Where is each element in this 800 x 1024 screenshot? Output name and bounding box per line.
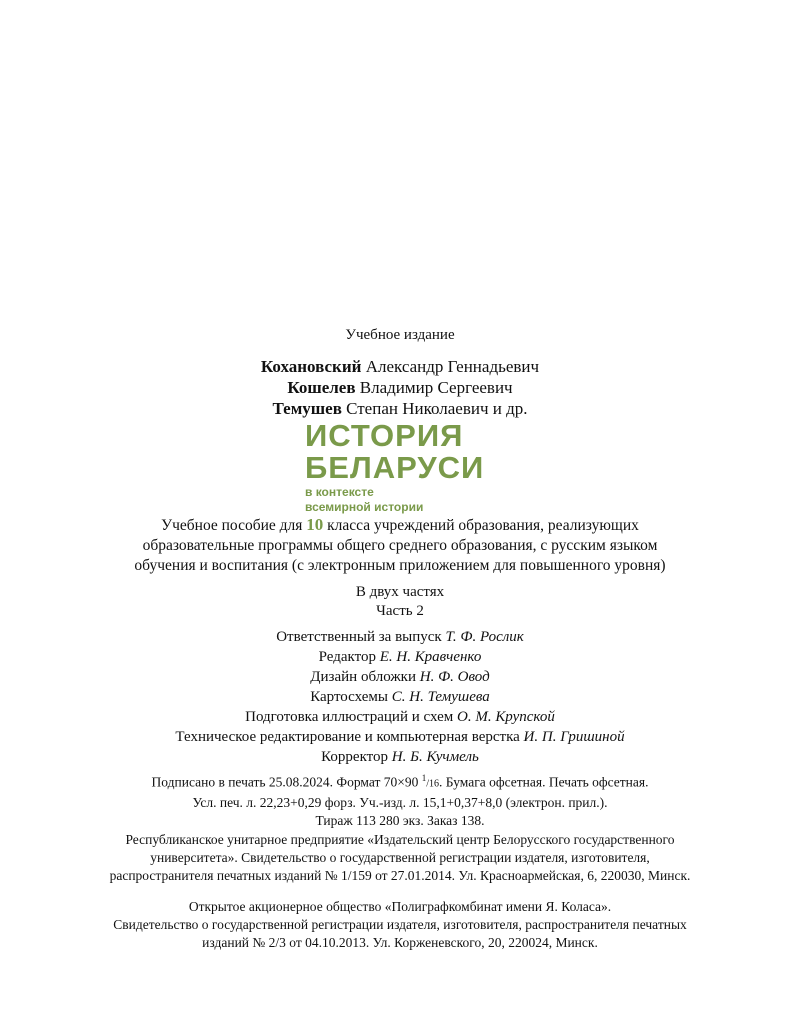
author-name: Степан Николаевич xyxy=(346,399,489,418)
parts-info xyxy=(0,583,800,621)
credit-name: И. П. Гришиной xyxy=(523,729,625,745)
credit-role: Подготовка иллюстраций и схем xyxy=(245,709,454,725)
printer-line-2: Свидетельство о государственной регистрации издателя, изготовителя, распространителя печатных xyxy=(113,917,687,932)
author-1 xyxy=(0,356,800,377)
subtitle-line-2: всемирной истории xyxy=(305,500,424,514)
credit-name: Н. Ф. Овод xyxy=(419,669,490,685)
credit-role: Техническое редактирование и компьютерная верстка xyxy=(175,729,520,745)
author-surname: Темушев xyxy=(272,399,342,418)
part-number: Часть 2 xyxy=(376,603,424,619)
title-line-2: БЕЛАРУСИ xyxy=(305,450,485,485)
credit-name: О. М. Крупской xyxy=(457,709,555,725)
publisher-line-2: университета». Свидетельство о государственной регистрации издателя, изготовителя, xyxy=(150,850,650,865)
printer-line-1: Открытое акционерное общество «Полиграфкомбинат имени Я. Коласа». xyxy=(188,899,612,914)
credit-name: Н. Б. Кучмель xyxy=(391,749,479,765)
printer-info xyxy=(0,898,800,952)
credit-line xyxy=(0,727,800,747)
author-name: Александр Геннадьевич xyxy=(365,357,540,376)
credit-line xyxy=(0,687,800,707)
title-line-1: ИСТОРИЯ xyxy=(305,418,464,453)
credit-role: Дизайн обложки xyxy=(310,669,416,685)
parts-count: В двух частях xyxy=(355,584,445,600)
publisher-line-1: Республиканское унитарное предприятие «Издательский центр Белорусского государственного xyxy=(125,832,675,847)
publisher-line-3: распространителя печатных изданий № 1/159 от 27.01.2014. Ул. Красноармейская, 6, 220030, Минск. xyxy=(109,868,691,883)
purpose-line-3: обучения и воспитания (с электронным приложением для повышенного уровня) xyxy=(134,557,666,574)
book-title xyxy=(305,420,484,514)
credit-role: Корректор xyxy=(321,749,389,765)
credit-line xyxy=(0,747,800,767)
format-denominator: /16 xyxy=(426,778,440,790)
print-info-before: Подписано в печать 25.08.2024. Формат 70×90 xyxy=(151,774,419,790)
credit-line xyxy=(0,627,800,647)
credits-list xyxy=(0,627,800,767)
credit-role: Картосхемы xyxy=(310,689,388,705)
purpose-line-2: образовательные программы общего среднего образования, с русским языком xyxy=(142,537,658,554)
print-info-after: . Бумага офсетная. Печать офсетная. xyxy=(439,774,649,790)
format-numerator: 1 xyxy=(421,773,427,783)
credit-line xyxy=(0,707,800,727)
purpose-after: класса учреждений образования, реализующих xyxy=(327,517,639,534)
credit-name: С. Н. Темушева xyxy=(391,689,490,705)
credit-line xyxy=(0,667,800,687)
credit-name: Е. Н. Кравченко xyxy=(379,649,482,665)
print-info xyxy=(0,769,800,830)
author-2 xyxy=(0,377,800,398)
credit-role: Ответственный за выпуск xyxy=(276,629,442,645)
credit-name: Т. Ф. Рослик xyxy=(445,629,524,645)
purpose-text xyxy=(0,515,800,576)
credit-role: Редактор xyxy=(318,649,376,665)
print-info-line-3: Тираж 113 280 экз. Заказ 138. xyxy=(315,812,485,828)
edition-type: Учебное издание xyxy=(345,327,455,343)
author-surname: Кохановский xyxy=(260,357,362,376)
grade-number: 10 xyxy=(306,515,324,534)
publisher-info xyxy=(0,831,800,885)
purpose-before: Учебное пособие для xyxy=(161,517,303,534)
author-name: Владимир Сергеевич xyxy=(359,378,513,397)
subtitle-line-1: в контексте xyxy=(305,485,374,499)
author-surname: Кошелев xyxy=(287,378,356,397)
author-suffix: и др. xyxy=(492,399,528,418)
print-info-line-1 xyxy=(0,769,800,794)
authors-block xyxy=(0,356,800,419)
purpose-line-1 xyxy=(0,515,800,536)
printer-line-3: изданий № 2/3 от 04.10.2013. Ул. Корженевского, 20, 220024, Минск. xyxy=(202,935,598,950)
author-3 xyxy=(0,398,800,419)
print-info-line-2: Усл. печ. л. 22,23+0,29 форз. Уч.-изд. л. 15,1+0,37+8,0 (электрон. прил.). xyxy=(192,794,608,810)
credit-line xyxy=(0,647,800,667)
